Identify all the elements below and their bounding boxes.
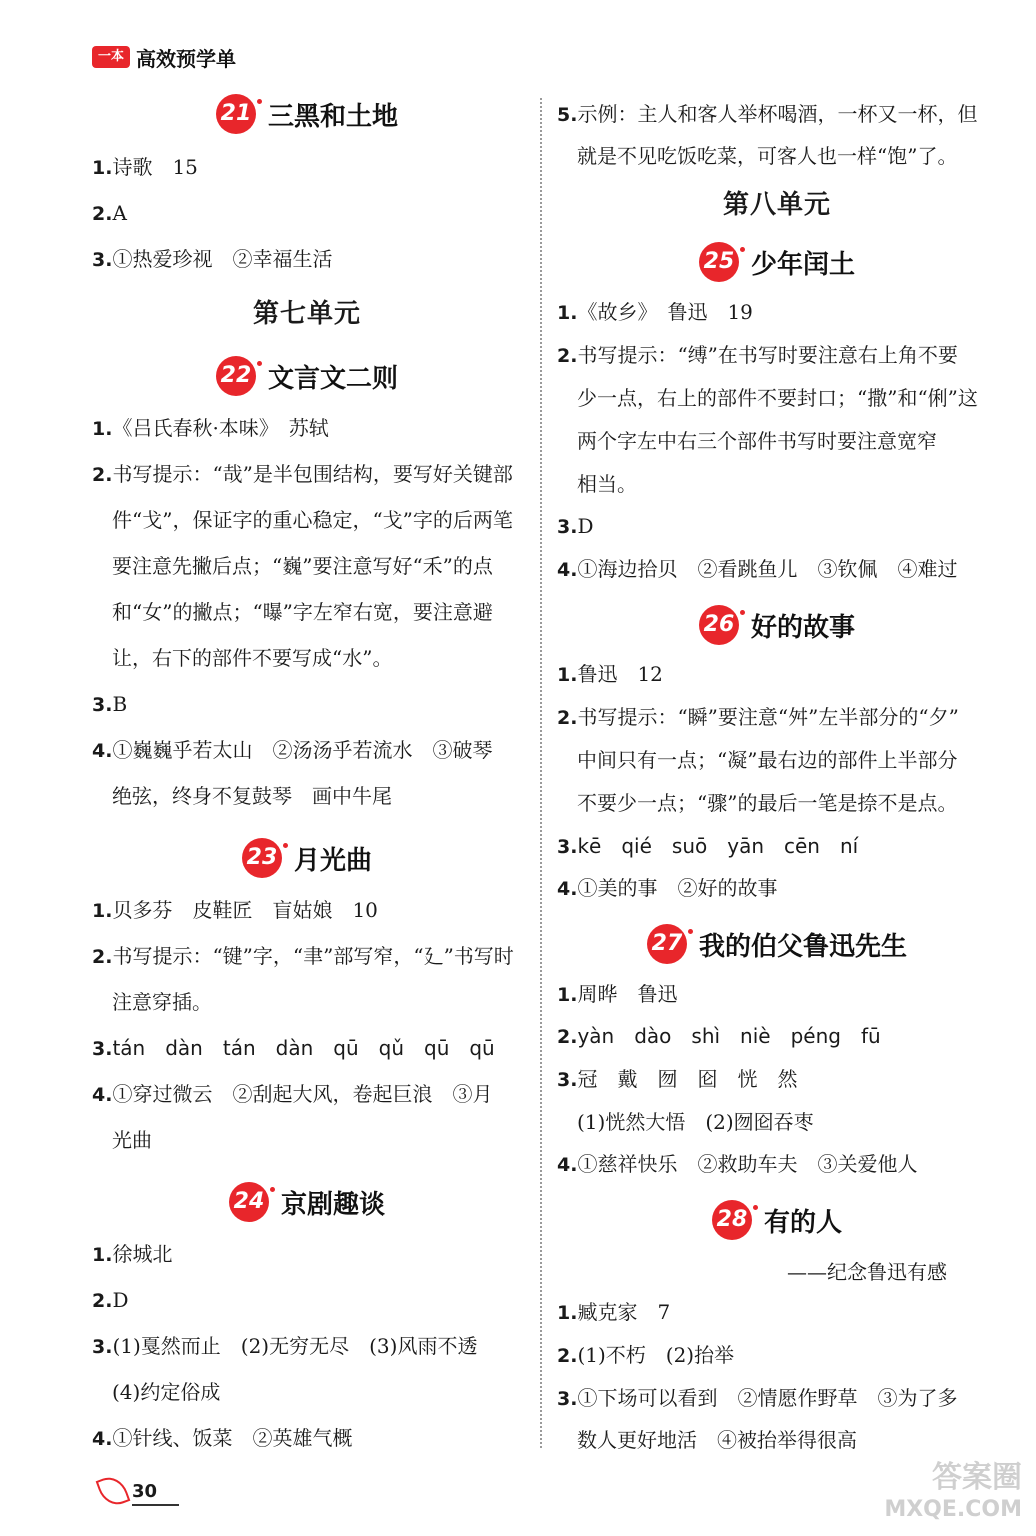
lesson-heading-23 [92,836,522,880]
answer-line: 1.贝多芬 皮鞋匠 盲姑娘 10 [92,898,378,922]
lesson-heading-28 [557,1198,997,1242]
watermark-logo [884,1462,1022,1526]
lesson-number-badge: 24 [229,1182,269,1222]
answer-line: 1.《故乡》 鲁迅 19 [557,300,753,324]
brand-logo: 一本 [92,46,130,68]
answer-line: 注意穿插。 [112,990,212,1014]
lesson-subtitle: ——纪念鲁迅有感 [787,1260,947,1284]
watermark-url: MXQE.COM [884,1497,1022,1522]
answer-line: 中间只有一点；“凝”最右边的部件上半部分 [577,748,958,772]
answer-line: (4)约定俗成 [112,1380,221,1404]
answer-line: 就是不见吃饭吃菜，可客人也一样“饱”了。 [577,144,958,168]
unit-title: 第八单元 [722,190,831,220]
unit-title: 第七单元 [252,299,361,329]
answer-line: 3.冠 戴 囫 囵 恍 然 [557,1067,798,1091]
answer-line: 4.①慈祥快乐 ②救助车夫 ③关爱他人 [557,1152,918,1176]
answer-line: 2.书写提示：“缚”在书写时要注意右上角不要 [557,343,958,367]
lesson-title: 有的人 [763,1207,842,1238]
answer-line: 3.①热爱珍视 ②幸福生活 [92,247,333,271]
lesson-heading-26 [557,603,997,647]
answer-line: 要注意先撇后点；“巍”要注意写好“禾”的点 [112,554,493,578]
answer-line: 件“戈”，保证字的重心稳定，“戈”字的后两笔 [112,508,513,532]
lesson-heading-27 [557,922,997,966]
answer-line: 不要少一点；“骤”的最后一笔是捺不是点。 [577,791,958,815]
lesson-heading-24 [92,1180,522,1224]
answer-line: 2.D [92,1288,129,1312]
answer-line: 5.示例：主人和客人举杯喝酒，一杯又一杯，但 [557,102,978,126]
answer-line: 2.(1)不朽 (2)抬举 [557,1343,735,1367]
answer-line: 相当。 [577,472,637,496]
lesson-title: 少年闰土 [750,249,855,280]
answer-line: 4.①穿过微云 ②刮起大风，卷起巨浪 ③月 [92,1082,493,1106]
answer-line: 4.①针线、饭菜 ②英雄气概 [92,1426,353,1450]
answer-line: 3.①下场可以看到 ②情愿作野草 ③为了多 [557,1386,958,1410]
answer-line: 4.①巍巍乎若太山 ②汤汤乎若流水 ③破琴 [92,738,493,762]
page-header [92,42,236,72]
lesson-heading-25 [557,240,997,284]
lesson-title: 京剧趣谈 [280,1189,385,1220]
lesson-title: 我的伯父鲁迅先生 [698,931,907,962]
answer-line: 2.书写提示：“瞬”要注意“舛”左半部分的“夕” [557,705,959,729]
answer-line: (1)恍然大悟 (2)囫囵吞枣 [577,1110,814,1134]
page-footer [100,1476,179,1506]
answer-line: 和“女”的撇点；“曝”字左窄右宽，要注意避 [112,600,493,624]
answer-line: 数人更好地活 ④被抬举得很高 [577,1428,857,1452]
book-title: 高效预学单 [136,46,236,71]
answer-line: 两个字左中右三个部件书写时要注意宽窄 [577,429,937,453]
answer-line: 4.①海边拾贝 ②看跳鱼儿 ③钦佩 ④难过 [557,557,958,581]
lesson-number-badge: 28 [712,1200,752,1240]
lesson-number-badge: 27 [647,924,687,964]
answer-line: 2.书写提示：“键”字，“聿”部写窄，“廴”书写时 [92,944,514,968]
answer-line: 光曲 [112,1128,152,1152]
answer-line: 2.A [92,201,127,225]
answer-line: 2.yàn dào shì niè péng fū [557,1024,881,1048]
answer-line: 1.臧克家 7 [557,1300,671,1324]
answer-line: 1.《吕氏春秋·本味》 苏轼 [92,416,329,440]
answer-line: 3.kē qié suō yān cēn ní [557,834,859,858]
answer-line: 4.①美的事 ②好的故事 [557,876,778,900]
lesson-heading-21 [92,92,522,136]
answer-line: 1.徐城北 [92,1242,173,1266]
answer-line: 少一点，右上的部件不要封口；“撒”和“俐”这 [577,386,978,410]
lesson-title: 文言文二则 [267,363,398,394]
lesson-title: 三黑和土地 [267,101,398,132]
answer-line: 1.周晔 鲁迅 [557,982,678,1006]
lesson-number-badge: 21 [216,94,256,134]
answer-line: 绝弦，终身不复鼓琴 画中牛尾 [112,784,392,808]
leaf-icon [96,1472,131,1509]
watermark-text: 答案圈 [932,1460,1022,1495]
column-divider [540,98,542,1448]
answer-line: 3.B [92,692,128,716]
lesson-number-badge: 22 [216,356,256,396]
lesson-number-badge: 25 [699,242,739,282]
answer-line: 3.tán dàn tán dàn qū qǔ qū qū [92,1036,495,1060]
page-number: 30 [132,1481,179,1506]
answer-line: 1.诗歌 15 [92,155,198,179]
answer-line: 3.D [557,514,594,538]
lesson-title: 好的故事 [750,612,855,643]
answer-line: 让，右下的部件不要写成“水”。 [112,646,393,670]
lesson-number-badge: 26 [699,605,739,645]
lesson-heading-22 [92,354,522,398]
lesson-title: 月光曲 [293,845,372,876]
answer-line: 2.书写提示：“哉”是半包围结构，要写好关键部 [92,462,513,486]
answer-line: 1.鲁迅 12 [557,662,663,686]
lesson-number-badge: 23 [242,838,282,878]
answer-line: 3.(1)戛然而止 (2)无穷无尽 (3)风雨不透 [92,1334,478,1358]
